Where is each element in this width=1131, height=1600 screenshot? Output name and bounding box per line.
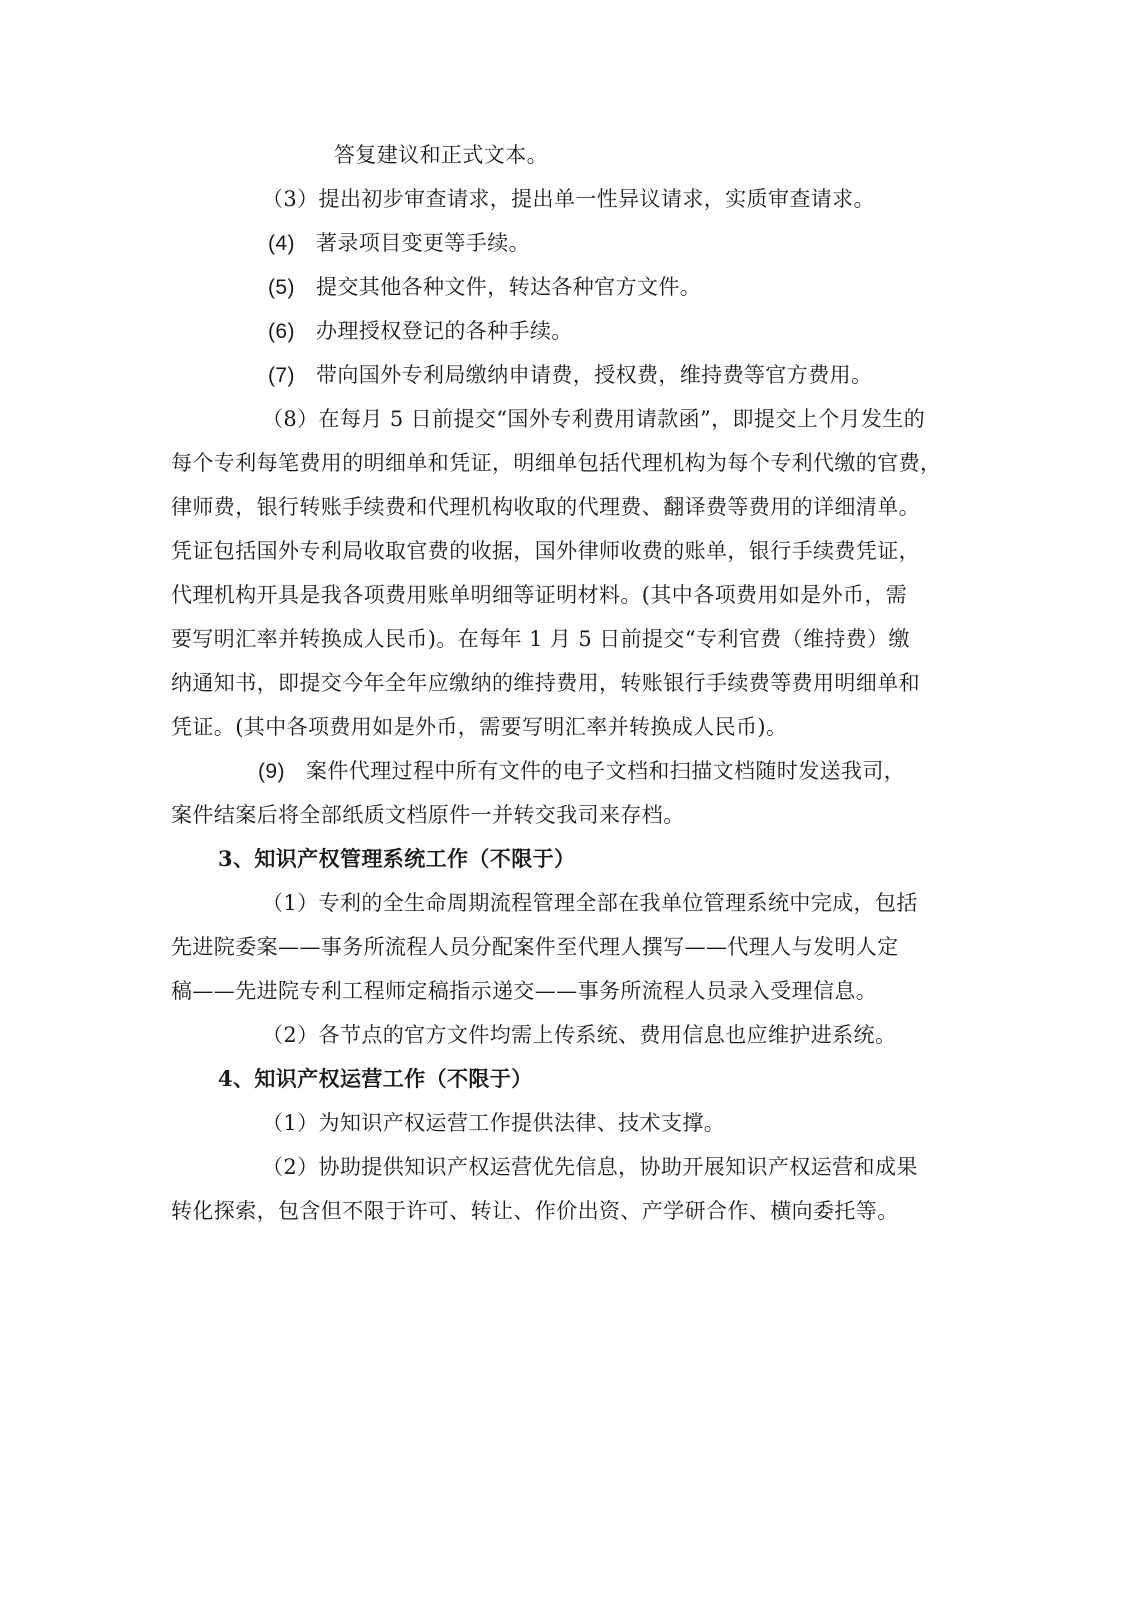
s4-item-2-line: 转化探索，包含但不限于许可、转让、作价出资、产学研合作、横向委托等。: [171, 1199, 899, 1223]
item-6-text: 办理授权登记的各种手续。: [316, 319, 573, 343]
item-7: [268, 360, 1058, 391]
s3-item-1-line: 稿——先进院专利工程师定稿指示递交——事务所流程人员录入受理信息。: [171, 979, 878, 1003]
item-8-line: （8）在每月 5 日前提交“国外专利费用请款函”，即提交上个月发生的: [262, 407, 926, 431]
section-3-title: 3、知识产权管理系统工作（不限于）: [218, 846, 576, 871]
item-7-text: 带向国外专利局缴纳申请费，授权费，维持费等官方费用。: [316, 363, 873, 387]
item-8-line: 要写明汇率并转换成人民币)。在每年 1 月 5 日前提交“专利官费（维持费）缴: [171, 627, 910, 651]
section-4-title: 4、知识产权运营工作（不限于）: [218, 1066, 533, 1091]
item-8-line: 律师费，银行转账手续费和代理机构收取的代理费、翻译费等费用的详细清单。: [171, 495, 920, 519]
item-6: [268, 316, 1058, 347]
item-8-line: 纳通知书，即提交今年全年应缴纳的维持费用，转账银行手续费等费用明细单和: [171, 671, 920, 695]
item-9-number: (9): [258, 760, 285, 783]
item-8-line: 每个专利每笔费用的明细单和凭证，明细单包括代理机构为每个专利代缴的官费，: [171, 451, 942, 475]
item-6-number: (6): [268, 320, 295, 343]
item-3: （3）提出初步审查请求，提出单一性异议请求，实质审查请求。: [262, 187, 875, 211]
item-9: [258, 756, 1048, 787]
s3-item-1-line: 先进院委案——事务所流程人员分配案件至代理人撰写——代理人与发明人定: [171, 935, 899, 959]
s3-item-2: （2）各节点的官方文件均需上传系统、费用信息也应维护进系统。: [262, 1023, 897, 1047]
item-9-text: 案件代理过程中所有文件的电子文档和扫描文档随时发送我司，: [306, 759, 906, 783]
item-4-number: (4): [268, 232, 295, 255]
item-5-text: 提交其他各种文件，转达各种官方文件。: [316, 275, 702, 299]
s4-item-1: （1）为知识产权运营工作提供法律、技术支撑。: [262, 1111, 726, 1135]
item-7-number: (7): [268, 364, 295, 387]
s4-item-2-line: （2）协助提供知识产权运营优先信息，协助开展知识产权运营和成果: [262, 1155, 918, 1179]
s3-item-1-line: （1）专利的全生命周期流程管理全部在我单位管理系统中完成，包括: [262, 891, 918, 915]
item2-tail: 答复建议和正式文本。: [334, 143, 548, 167]
item-4: [268, 228, 1058, 259]
item-8-line: 凭证包括国外专利局收取官费的收据，国外律师收费的账单，银行手续费凭证，: [171, 539, 920, 563]
item-9-continuation: 案件结案后将全部纸质文档原件一并转交我司来存档。: [171, 803, 685, 827]
item-8-line: 凭证。(其中各项费用如是外币，需要写明汇率并转换成人民币)。: [171, 715, 788, 739]
item-4-text: 著录项目变更等手续。: [316, 231, 530, 255]
item-8-line: 代理机构开具是我各项费用账单明细等证明材料。(其中各项费用如是外币，需: [171, 583, 908, 607]
item-5-number: (5): [268, 276, 295, 299]
item-5: [268, 272, 1058, 303]
